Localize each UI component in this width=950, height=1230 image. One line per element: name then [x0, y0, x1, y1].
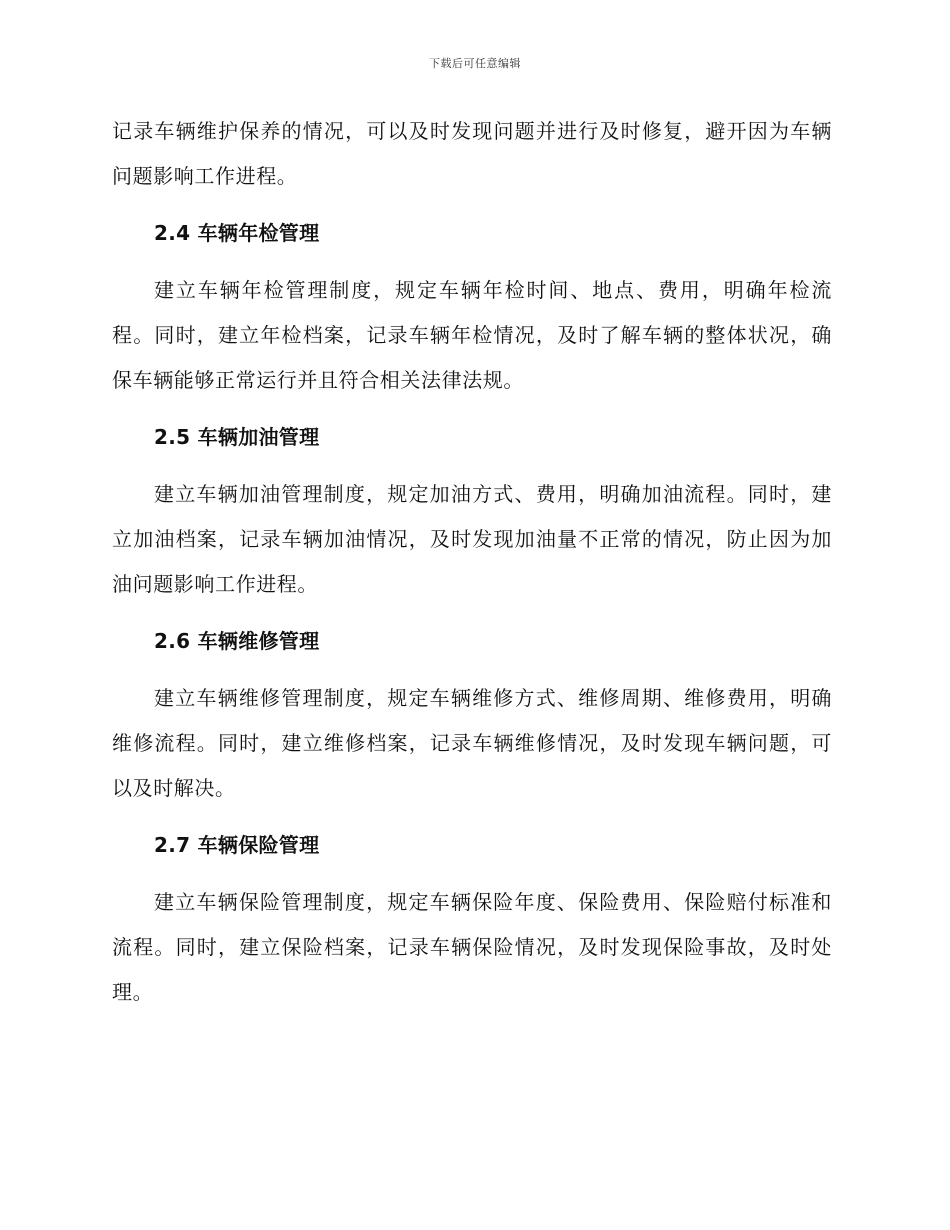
- section-heading-2-7: 2.7 车辆保险管理: [154, 833, 320, 857]
- section-heading-2-5: 2.5 车辆加油管理: [154, 425, 320, 449]
- section-body-2-7: 建立车辆保险管理制度，规定车辆保险年度、保险费用、保险赔付标准和流程。同时，建立保险档案，记录车辆保险情况，及时发现保险事故，及时处理。: [112, 890, 832, 1004]
- section-body-2-4: 建立车辆年检管理制度，规定车辆年检时间、地点、费用，明确年检流程。同时，建立年检档案，记录车辆年检情况，及时了解车辆的整体状况，确保车辆能够正常运行并且符合相关法律法规。: [112, 278, 832, 392]
- page-header: 下载后可任意编辑: [429, 57, 521, 70]
- intro-paragraph: 记录车辆维护保养的情况，可以及时发现问题并进行及时修复，避开因为车辆问题影响工作进程。: [112, 119, 832, 188]
- section-body-2-6: 建立车辆维修管理制度，规定车辆维修方式、维修周期、维修费用，明确维修流程。同时，建立维修档案，记录车辆维修情况，及时发现车辆问题，可以及时解决。: [112, 686, 832, 800]
- section-heading-2-4: 2.4 车辆年检管理: [154, 221, 320, 245]
- document-body: [112, 109, 832, 1015]
- section-heading-2-6: 2.6 车辆维修管理: [154, 629, 320, 653]
- section-body-2-5: 建立车辆加油管理制度，规定加油方式、费用，明确加油流程。同时，建立加油档案，记录车辆加油情况，及时发现加油量不正常的情况，防止因为加油问题影响工作进程。: [112, 482, 832, 596]
